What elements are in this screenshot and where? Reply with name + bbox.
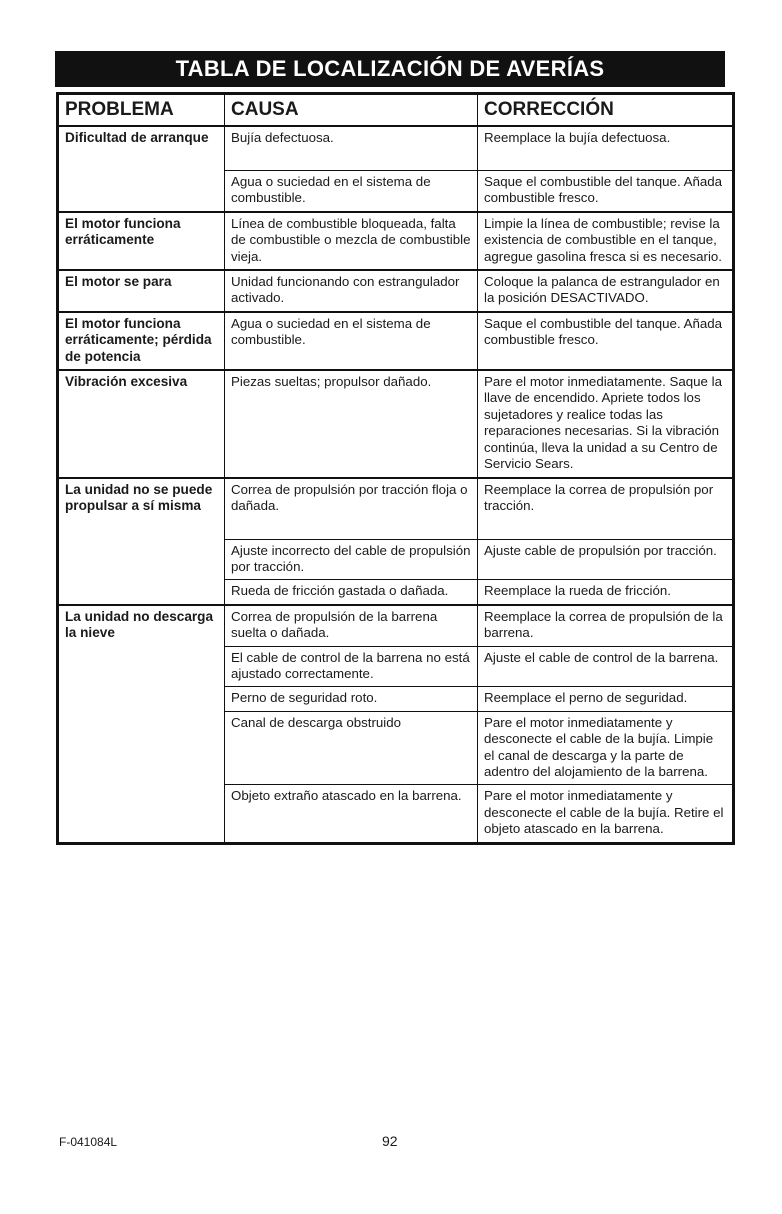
cause-cell: Agua o suciedad en el sistema de combustible. [225, 171, 478, 212]
correction-cell: Saque el combustible del tanque. Añada combustible fresco. [478, 312, 734, 370]
problem-cell: Dificultad de arranque [58, 126, 225, 212]
correction-cell: Limpie la línea de combustible; revise la existencia de combustible en el tanque, agregue gasolina fresca si es necesario. [478, 212, 734, 270]
table-row [58, 126, 734, 171]
correction-cell: Pare el motor inmediatamente y desconecte el cable de la bujía. Retire el objeto atascado en la barrena. [484, 788, 724, 837]
cause-cell: Agua o suciedad en el sistema de combustible. [225, 312, 478, 370]
table-row [58, 212, 734, 270]
problem-cell: El motor funciona erráticamente; pérdida de potencia [58, 312, 225, 370]
problem-cell: El motor se para [58, 270, 225, 312]
header-cause: CAUSA [225, 94, 478, 127]
correction-cell: Reemplace la bujía defectuosa. [478, 126, 734, 171]
cause-cell: Objeto extraño atascado en la barrena. [225, 785, 478, 843]
header-problem: PROBLEMA [58, 94, 225, 127]
correction-cell: Ajuste el cable de control de la barrena. [478, 646, 734, 687]
cause-cell: Línea de combustible bloqueada, falta de combustible o mezcla de combustible vieja. [225, 212, 478, 270]
table-row [58, 605, 734, 646]
cause-cell: Canal de descarga obstruido [225, 711, 478, 785]
problem-cell: El motor funciona erráticamente [58, 212, 225, 270]
cause-cell: Perno de seguridad roto. [225, 687, 478, 711]
cause-cell: Unidad funcionando con estrangulador activado. [225, 270, 478, 312]
problem-cell: Vibración excesiva [58, 370, 225, 477]
header-correction: CORRECCIÓN [478, 94, 734, 127]
cause-cell: Rueda de fricción gastada o dañada. [225, 580, 478, 605]
correction-cell: Reemplace la rueda de fricción. [478, 580, 734, 605]
correction-cell: Reemplace la correa de propulsión de la barrena. [478, 605, 734, 646]
correction-cell: Saque el combustible del tanque. Añada combustible fresco. [478, 171, 734, 212]
cause-cell: Bujía defectuosa. [225, 126, 478, 171]
cause-cell: Correa de propulsión por tracción floja o dañada. [225, 478, 478, 540]
cause-cell: Piezas sueltas; propulsor dañado. [225, 370, 478, 477]
correction-cell: Reemplace el perno de seguridad. [478, 687, 734, 711]
page-title: TABLA DE LOCALIZACIÓN DE AVERÍAS [55, 51, 725, 87]
cause-cell: Correa de propulsión de la barrena suelta o dañada. [225, 605, 478, 646]
problem-cell: La unidad no descarga la nieve [58, 605, 225, 843]
correction-cell: Coloque la palanca de estrangulador en la posición DESACTIVADO. [478, 270, 734, 312]
table-row [58, 478, 734, 540]
document-code: F-041084L [59, 1135, 118, 1149]
cause-cell: El cable de control de la barrena no está ajustado correctamente. [225, 646, 478, 687]
cause-cell: Ajuste incorrecto del cable de propulsión por tracción. [225, 539, 478, 580]
correction-cell: Reemplace la correa de propulsión por tracción. [478, 478, 734, 540]
table-row [58, 270, 734, 312]
correction-cell: Pare el motor inmediatamente. Saque la llave de encendido. Apriete todos los sujetadores y realice todas las reparaciones necesarias. Si la vibración continúa, lleva la unidad a su Centro de Servicio Sears. [478, 370, 734, 477]
table-row [58, 370, 734, 477]
correction-cell: Ajuste cable de propulsión por tracción. [478, 539, 734, 580]
problem-cell: La unidad no se puede propulsar a sí misma [58, 478, 225, 605]
page-number: 92 [382, 1133, 398, 1149]
troubleshooting-table [56, 92, 735, 845]
table-row [58, 312, 734, 370]
table-header-row [58, 94, 734, 127]
correction-cell: Pare el motor inmediatamente y desconecte el cable de la bujía. Limpie el canal de descarga y la parte de adentro del alojamiento de la barrena. [478, 711, 734, 785]
